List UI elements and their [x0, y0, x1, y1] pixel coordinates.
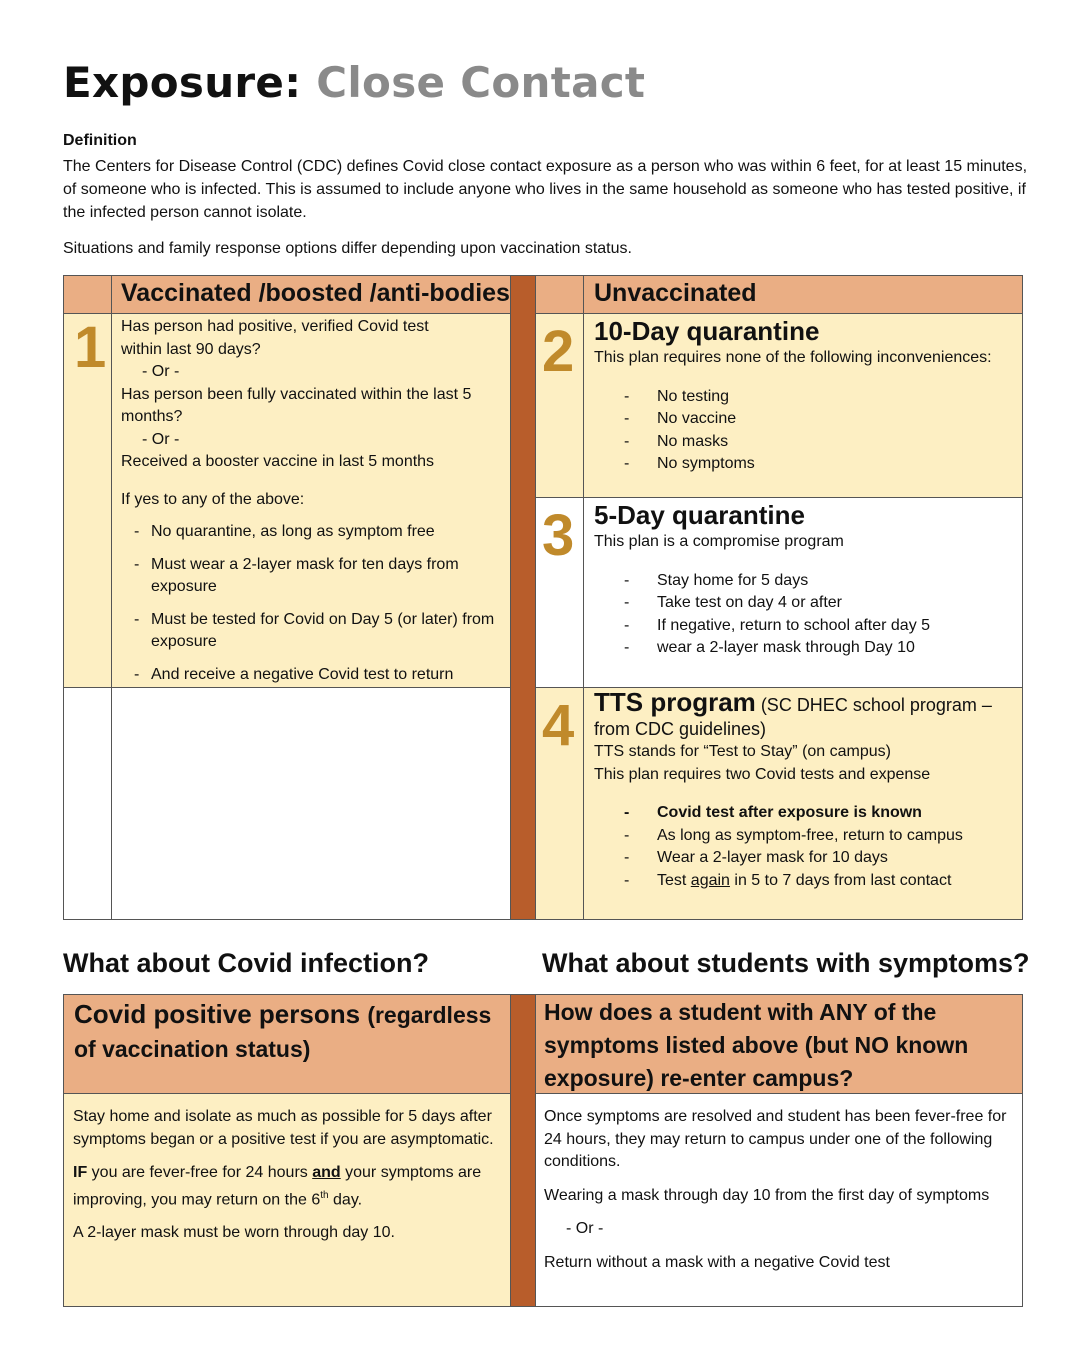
symptoms-box-title: How does a student with ANY of the symptoms listed above (but NO known exposure) re-enter campus? [544, 999, 969, 1091]
empty-number-cell [63, 687, 112, 920]
option4-desc1: TTS stands for “Test to Stay” (on campus) [594, 743, 891, 760]
situations-text: Situations and family response options differ depending upon vaccination status. [63, 240, 632, 257]
list-item: - Covid test after exposure is known [624, 804, 922, 821]
column-divider [510, 275, 536, 920]
option4-content [583, 687, 1023, 920]
header-num-cell-right [535, 275, 584, 314]
list-item: - Wear a 2-layer mask for 10 days [624, 849, 888, 866]
definition-label: Definition [63, 132, 137, 149]
symptoms-box-header [535, 994, 1023, 1094]
infection-para2: IF you are fever-free for 24 hours and your symptoms are improving, you may return on the 6th day. [73, 1164, 482, 1208]
option3-list [594, 570, 1014, 660]
option3-number-cell [535, 497, 584, 688]
infection-box-header [63, 994, 511, 1094]
option4-title: TTS program [594, 687, 756, 717]
option2-content [583, 313, 1023, 498]
option1-number: 1 [74, 315, 107, 380]
option1-number-cell [63, 313, 112, 688]
header-num-cell-left [63, 275, 112, 314]
infection-heading: What about Covid infection? [63, 948, 429, 978]
header-vaccinated [111, 275, 511, 314]
infection-box-title-suffix: (regardless of vaccination status) [74, 1002, 492, 1062]
option1-list [121, 521, 495, 686]
symptoms-heading: What about students with symptoms? [542, 948, 1030, 978]
list-item: - Must wear a 2-layer mask for ten days from exposure [134, 555, 459, 595]
option1-question1: Has person had positive, verified Covid test within last 90 days? [121, 318, 429, 358]
option2-number: 2 [542, 319, 575, 384]
definition-text: The Centers for Disease Control (CDC) defines Covid close contact exposure as a person who was within 6 feet, for at least 15 minutes, of someone who is infected. This is assumed to include anyone who lives in the same household as someone who has tested positive, if the infected person cannot isolate. [63, 158, 1028, 221]
option2-desc: This plan requires none of the following inconveniences: [594, 349, 992, 366]
infection-box-title: Covid positive persons [74, 999, 361, 1029]
option4-title-suffix: (SC DHEC school program – from CDC guidelines) [594, 695, 992, 739]
option1-lead: If yes to any of the above: [121, 490, 305, 508]
list-item: - Test again in 5 to 7 days from last contact [624, 871, 952, 889]
option1-question3: Received a booster vaccine in last 5 months [121, 453, 435, 470]
list-item: - No quarantine, as long as symptom free [134, 523, 435, 540]
option4-number-cell [535, 687, 584, 920]
list-item: - wear a 2-layer mask through Day 10 [624, 639, 915, 656]
option1-question2: Has person been fully vaccinated within the last 5 months? [121, 385, 472, 425]
symptoms-para1: Once symptoms are resolved and student has been fever-free for 24 hours, they may return to campus under one of the following conditions. [544, 1108, 1007, 1170]
symptoms-para2: Wearing a mask through day 10 from the first day of symptoms [544, 1186, 990, 1204]
list-item: - As long as symptom-free, return to campus [624, 826, 963, 844]
list-item: - No vaccine [624, 410, 737, 427]
option1-content [111, 313, 511, 688]
option3-content [583, 497, 1023, 688]
symptoms-para3: Return without a mask with a negative Covid test [544, 1253, 890, 1271]
list-item: - Stay home for 5 days [624, 571, 809, 589]
list-item: - Take test on day 4 or after [624, 594, 842, 611]
unvaccinated-header-text: Unvaccinated [594, 279, 757, 307]
list-item: - No testing [624, 387, 730, 405]
page-title: Exposure: Close Contact [63, 58, 646, 107]
vaccinated-header-text: Vaccinated /boosted /anti-bodies [121, 279, 510, 307]
list-item: - No masks [624, 432, 729, 450]
lower-column-divider [510, 994, 536, 1307]
option3-desc: This plan is a compromise program [594, 533, 844, 550]
symptoms-box-body [535, 1093, 1023, 1307]
option1-or1: - Or - [142, 363, 180, 380]
option3-number: 3 [542, 503, 575, 568]
empty-content-cell [111, 687, 511, 920]
option2-list [594, 386, 1014, 476]
option4-desc2: This plan requires two Covid tests and expense [594, 765, 931, 783]
option4-list [594, 802, 1019, 892]
option3-title: 5-Day quarantine [594, 500, 805, 530]
infection-para3: A 2-layer mask must be worn through day 10. [73, 1224, 395, 1242]
symptoms-or: - Or - [566, 1220, 604, 1237]
list-item: - If negative, return to school after day 5 [624, 616, 931, 634]
list-item: - No symptoms [624, 455, 755, 472]
list-item: - Must be tested for Covid on Day 5 (or later) from exposure [134, 610, 495, 650]
header-unvaccinated [583, 275, 1023, 314]
option1-or2: - Or - [142, 430, 180, 448]
infection-box-body [63, 1093, 511, 1307]
option2-number-cell [535, 313, 584, 498]
list-item: - And receive a negative Covid test to return [134, 665, 454, 683]
option2-title: 10-Day quarantine [594, 316, 820, 346]
option4-number: 4 [542, 693, 575, 758]
infection-para1: Stay home and isolate as much as possible for 5 days after symptoms began or a positive test if you are asymptomatic. [73, 1108, 494, 1148]
